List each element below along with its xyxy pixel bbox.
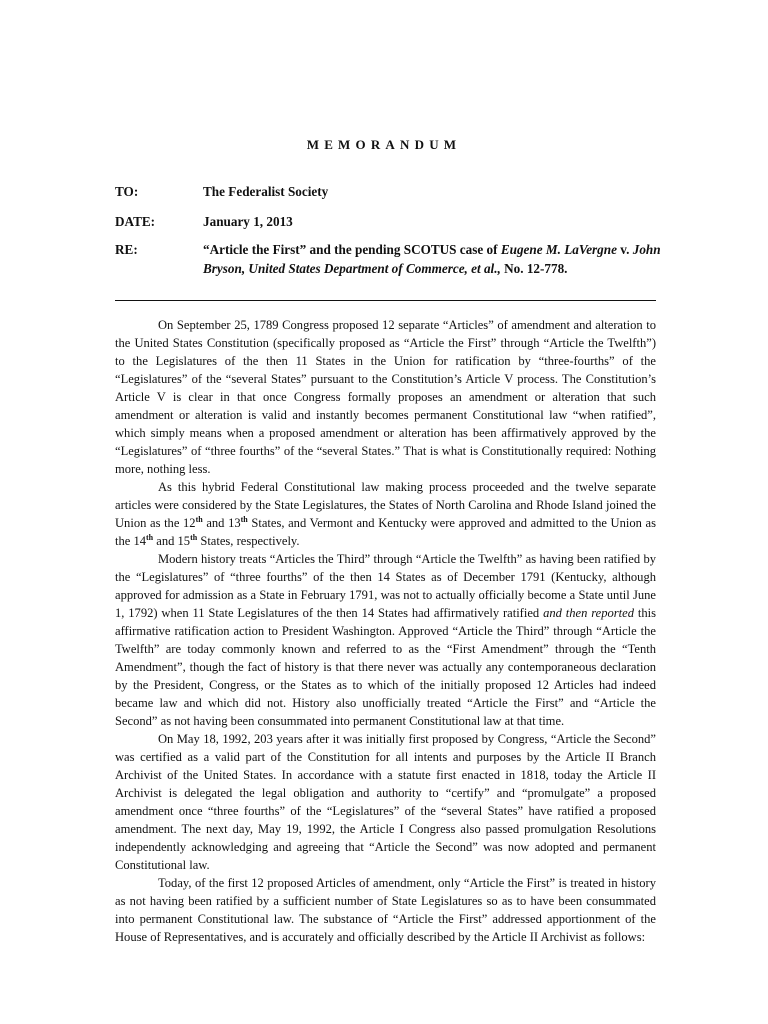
date-value: January 1, 2013 [203,214,293,229]
paragraph-3 [115,550,656,730]
date-label: DATE: [115,214,156,229]
re-text-part1: “Article the First” and the pending SCOTUS case of [203,242,501,257]
p2-text-b: and 13 [202,516,241,530]
to-value: The Federalist Society [203,184,329,199]
re-text-part2: No. 12-778. [500,261,568,276]
memo-body [115,316,656,946]
to-label: TO: [115,184,139,199]
header-divider [115,300,656,301]
p2-text-d: and 15 [153,534,191,548]
re-text-versus: v. [616,242,633,257]
p2-sup-3: th [146,532,154,542]
paragraph-2 [115,478,656,550]
p2-text-e: States, respectively. [197,534,300,548]
p2-text-c: States, and Vermont and Kentucky were approved and admitted to the Union as the 14 [115,516,656,548]
re-value [203,240,663,278]
p3-text-b: this affirmative ratification action to President Washington. Approved “Article the Third” through “Article the Twelfth” are today commonly known and referred to as the “First Amendment” through the “Tenth Amendment”, though the fact of history is that there never was actually any contemporaneous declaration by the President, Congress, or the States as to which of the initially proposed 12 Articles had indeed became law and which did not. History also unofficially treated “Article the First” and “Article the Second” as not having been consummated into permanent Constitutional law at that time. [115,606,656,728]
p2-sup-4: th [190,532,198,542]
paragraph-4: On May 18, 1992, 203 years after it was initially first proposed by Congress, “Article the Second” was certified as a valid part of the Constitution for all intents and purposes by the Article II Branch Archivist of the United States. In accordance with a statute first enacted in 1818, today the Article II Archivist is delegated the legal obligation and authority to “certify” and “promulgate” a proposed amendment once “three fourths” of the “Legislatures” of the “several States” have ratified a proposed amendment. The next day, May 19, 1992, the Article I Congress also passed promulgation Resolutions independently acknowledging and agreeing that “Article the Second” was now adopted and permanent Constitutional law. [115,732,656,872]
memo-title: MEMORANDUM [306,137,462,152]
p2-sup-2: th [240,514,248,524]
p2-sup-1: th [195,514,203,524]
re-case-defendant: John Bryson, United States Department of Commerce, et al., [203,242,661,276]
p3-italic: and then reported [543,606,634,620]
paragraph-5: Today, of the first 12 proposed Articles of amendment, only “Article the First” is treated in history as not having been ratified by a sufficient number of State Legislatures so as to have been consummated into permanent Constitutional law. The substance of “Article the First” addressed apportionment of the House of Representatives, and is accurately and officially described by the Article II Archivist as follows: [115,876,656,944]
p2-text-a: As this hybrid Federal Constitutional law making process proceeded and the twelve separate articles were considered by the State Legislatures, the States of North Carolina and Rhode Island joined the Union as the 12 [115,480,656,530]
paragraph-1: On September 25, 1789 Congress proposed 12 separate “Articles” of amendment and alteration to the United States Constitution (specifically proposed as “Article the First” through “Article the Twelfth”) to the Legislatures of the then 11 States in the Union for ratification by “three-fourths” of the “Legislatures” of the “several States” pursuant to the Constitution’s Article V process. The Constitution’s Article V is clear in that once Congress formally proposes an amendment or alteration that such amendment or alteration is valid and instantly becomes permanent Constitutional law “when ratified”, which simply means when a proposed amendment or alteration has been affirmatively approved by the “Legislatures” of “three fourths” of the “several States.” That is what is Constitutionally required: Nothing more, nothing less. [115,318,656,476]
p3-text-a: Modern history treats “Articles the Third” through “Article the Twelfth” as having been ratified by the “Legislatures” of “three fourths” of the then 14 States as of December 1791 (Kentucky, although approved for admission as a State in February 1791, was not to actually officially become a State until June 1, 1792) when 11 State Legislatures of the then 14 States had affirmatively ratified [115,552,656,620]
re-label: RE: [115,242,138,257]
re-case-plaintiff: Eugene M. LaVergne [500,242,617,257]
